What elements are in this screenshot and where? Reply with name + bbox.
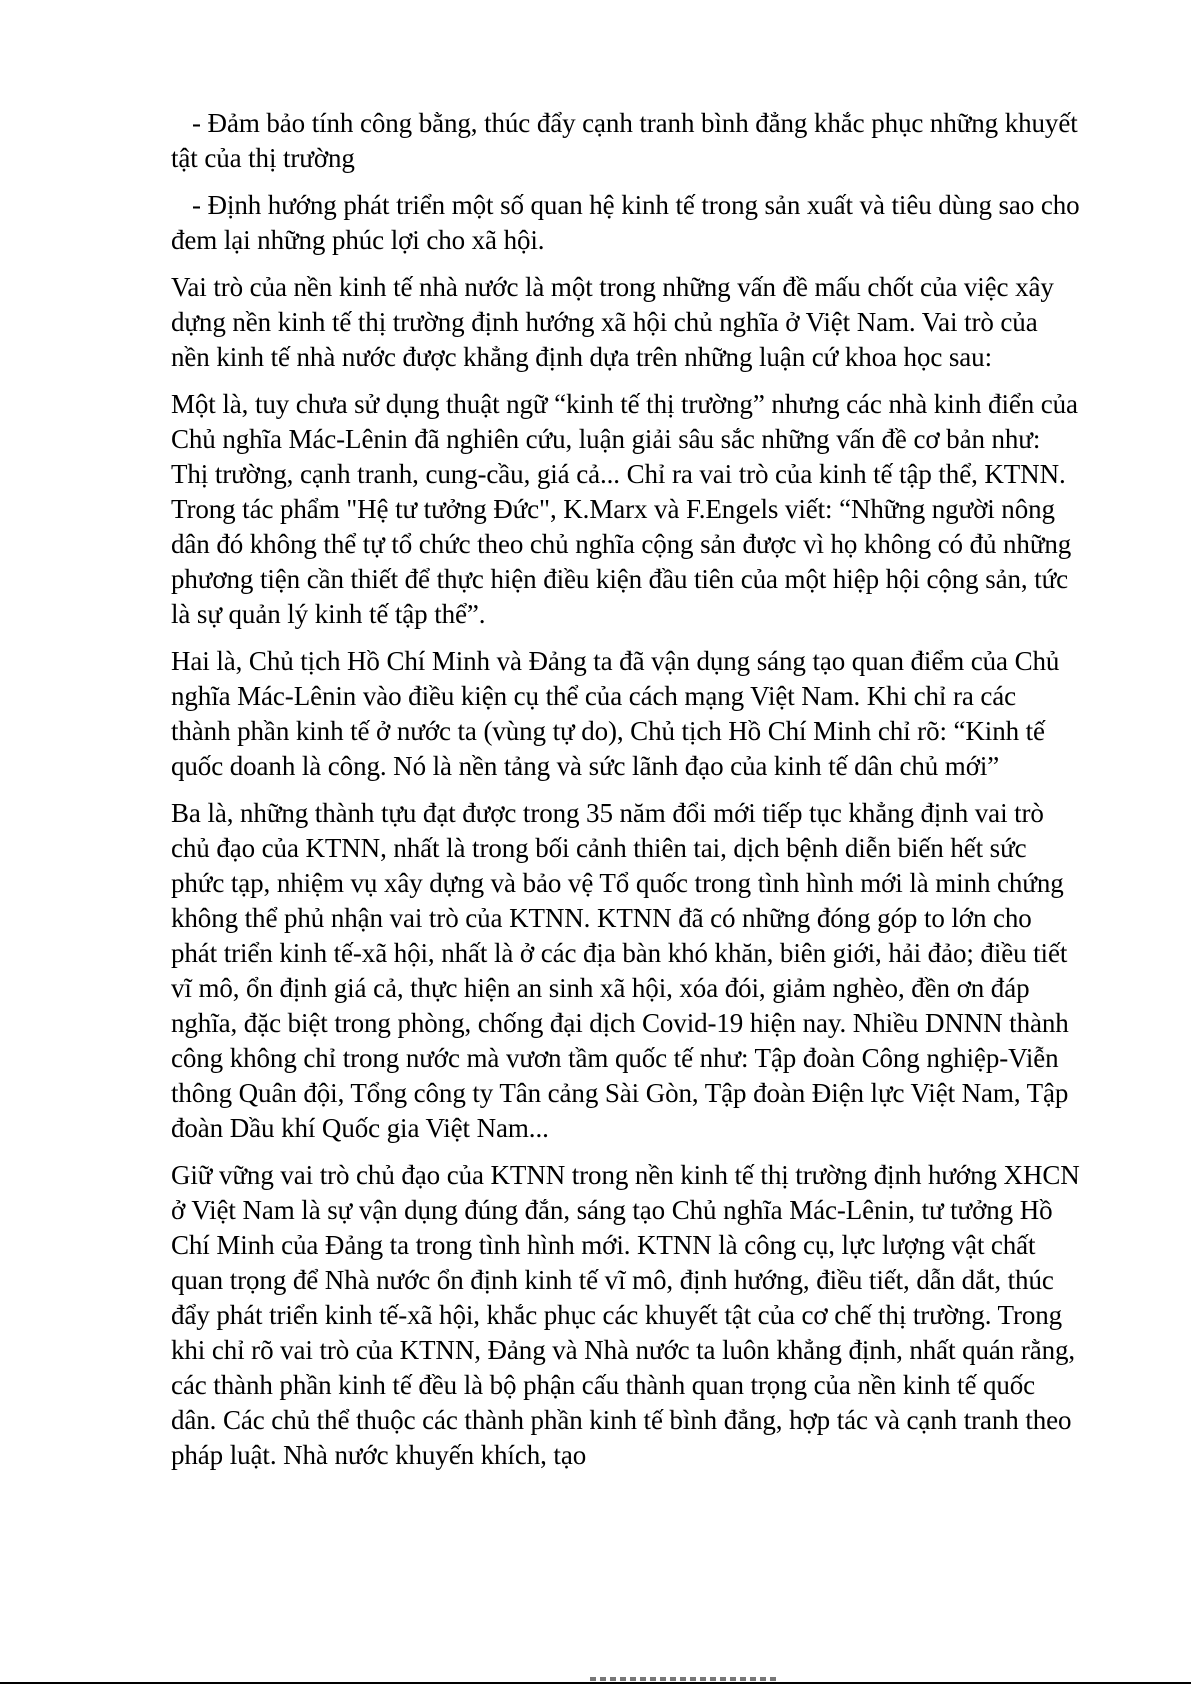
paragraph-third-argument: Ba là, những thành tựu đạt được trong 35 năm đổi mới tiếp tục khẳng định vai trò chủ đạo của KTNN, nhất là trong bối cảnh thiên tai, dịch bệnh diễn biến hết sức phức tạp, nhiệm vụ xây dựng và bảo vệ Tổ quốc trong tình hình mới là minh chứng không thể phủ nhận vai trò của KTNN. KTNN đã có những đóng góp to lớn cho phát triển kinh tế-xã hội, nhất là ở các địa bàn khó khăn, biên giới, hải đảo; điều tiết vĩ mô, ổn định giá cả, thực hiện an sinh xã hội, xóa đói, giảm nghèo, đền ơn đáp nghĩa, đặc biệt trong phòng, chống đại dịch Covid-19 hiện nay. Nhiều DNNN thành công không chỉ trong nước mà vươn tầm quốc tế như: Tập đoàn Công nghiệp-Viễn thông Quân đội, Tổng công ty Tân cảng Sài Gòn, Tập đoàn Điện lực Việt Nam, Tập đoàn Dầu khí Quốc gia Việt Nam... bbox=[171, 798, 1069, 1143]
document-page bbox=[171, 106, 1081, 1485]
page-footer-mark bbox=[590, 1677, 780, 1681]
bullet-fairness: - Đảm bảo tính công bằng, thúc đẩy cạnh tranh bình đẳng khắc phục những khuyết tật của thị trường bbox=[171, 108, 1078, 173]
paragraph-first-argument: Một là, tuy chưa sử dụng thuật ngữ “kinh tế thị trường” nhưng các nhà kinh điển của Chủ nghĩa Mác-Lênin đã nghiên cứu, luận giải sâu sắc những vấn đề cơ bản như: Thị trường, cạnh tranh, cung-cầu, giá cả... Chỉ ra vai trò của kinh tế tập thể, KTNN. Trong tác phẩm "Hệ tư tưởng Đức", K.Marx và F.Engels viết: “Những người nông dân đó không thể tự tổ chức theo chủ nghĩa cộng sản được vì họ không có đủ những phương tiện cần thiết để thực hiện điều kiện đầu tiên của một hiệp hội cộng sản, tức là sự quản lý kinh tế tập thể”. bbox=[171, 389, 1078, 629]
paragraph-conclusion: Giữ vững vai trò chủ đạo của KTNN trong nền kinh tế thị trường định hướng XHCN ở Việt Nam là sự vận dụng đúng đắn, sáng tạo Chủ nghĩa Mác-Lênin, tư tưởng Hồ Chí Minh của Đảng ta trong tình hình mới. KTNN là công cụ, lực lượng vật chất quan trọng để Nhà nước ổn định kinh tế vĩ mô, định hướng, điều tiết, dẫn dắt, thúc đẩy phát triển kinh tế-xã hội, khắc phục các khuyết tật của cơ chế thị trường. Trong khi chỉ rõ vai trò của KTNN, Đảng và Nhà nước ta luôn khẳng định, nhất quán rằng, các thành phần kinh tế đều là bộ phận cấu thành quan trọng của nền kinh tế quốc dân. Các chủ thể thuộc các thành phần kinh tế bình đẳng, hợp tác và cạnh tranh theo pháp luật. Nhà nước khuyến khích, tạo bbox=[171, 1160, 1080, 1470]
paragraph-second-argument: Hai là, Chủ tịch Hồ Chí Minh và Đảng ta đã vận dụng sáng tạo quan điểm của Chủ nghĩa Mác-Lênin vào điều kiện cụ thể của cách mạng Việt Nam. Khi chỉ ra các thành phần kinh tế ở nước ta (vùng tự do), Chủ tịch Hồ Chí Minh chỉ rõ: “Kinh tế quốc doanh là công. Nó là nền tảng và sức lãnh đạo của kinh tế dân chủ mới” bbox=[171, 646, 1060, 781]
bullet-orientation: - Định hướng phát triển một số quan hệ kinh tế trong sản xuất và tiêu dùng sao cho đem lại những phúc lợi cho xã hội. bbox=[171, 190, 1080, 255]
page-bottom-border bbox=[0, 1682, 1191, 1684]
paragraph-role-intro: Vai trò của nền kinh tế nhà nước là một trong những vấn đề mấu chốt của việc xây dựng nền kinh tế thị trường định hướng xã hội chủ nghĩa ở Việt Nam. Vai trò của nền kinh tế nhà nước được khẳng định dựa trên những luận cứ khoa học sau: bbox=[171, 272, 1054, 372]
